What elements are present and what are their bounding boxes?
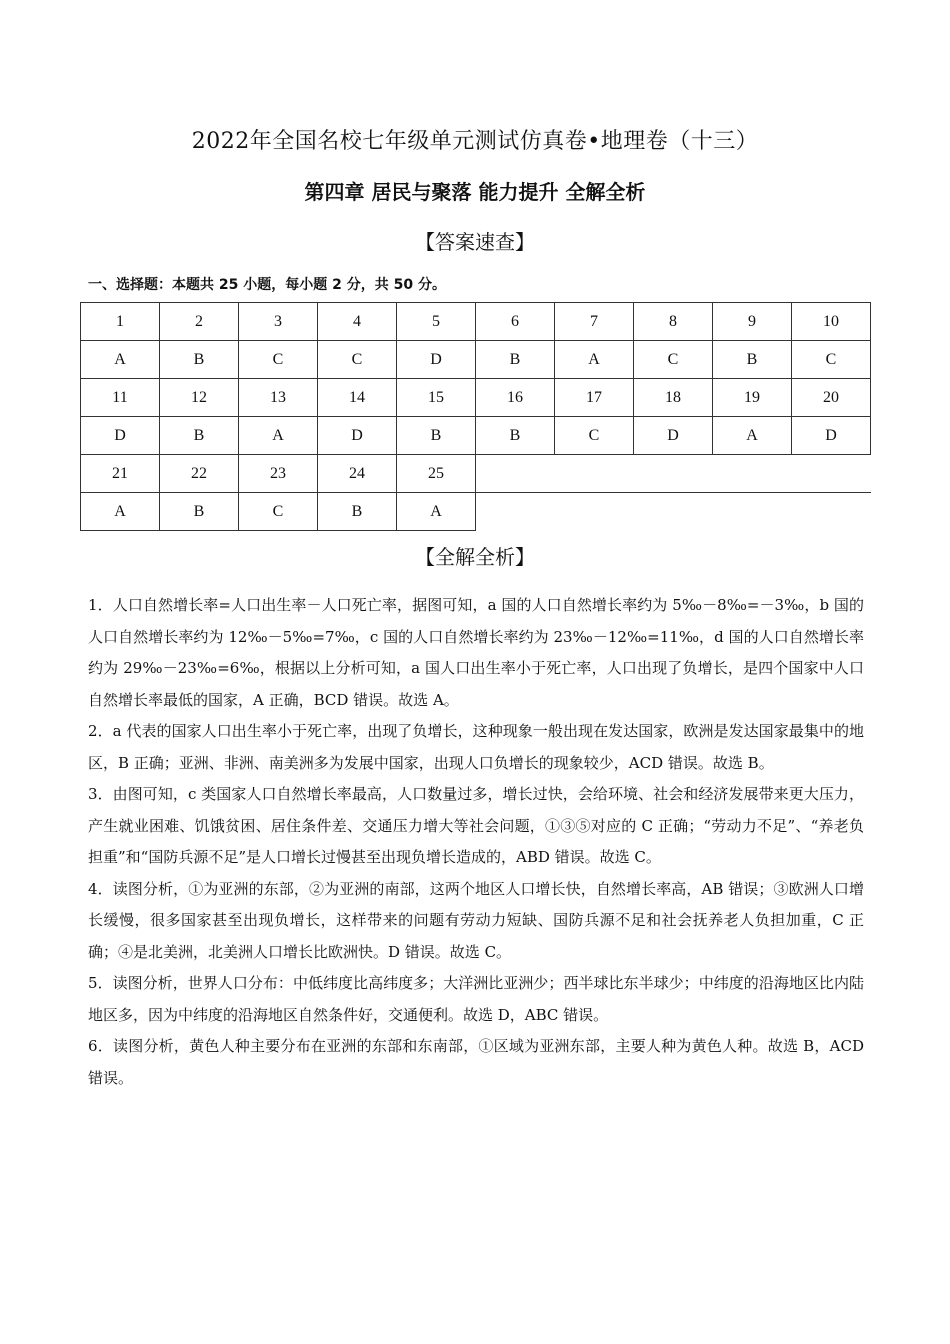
- answer-cell: C: [318, 341, 397, 379]
- explanation-item: 3．由图可知，c 类国家人口自然增长率最高，人口数量过多，增长过快，会给环境、社会和经济发展带来更大压力，产生就业困难、饥饿贫困、居住条件差、交通压力增大等社会问题，①③⑤对应的 C 正确；“劳动力不足”、“养老负担重”和“国防兵源不足”是人口增长过慢甚至出现负增长造成的，ABD 错误。故选 C。: [88, 785, 864, 866]
- question-number-cell: 7: [555, 303, 634, 341]
- empty-cell: [713, 493, 792, 531]
- question-number-cell: 25: [397, 455, 476, 493]
- empty-cell: [713, 455, 792, 493]
- answer-cell: C: [239, 341, 318, 379]
- answer-cell: A: [81, 493, 160, 531]
- answer-cell: A: [397, 493, 476, 531]
- answer-cell: B: [476, 341, 555, 379]
- question-number-cell: 23: [239, 455, 318, 493]
- section-heading: 一、选择题：本题共 25 小题，每小题 2 分，共 50 分。: [88, 277, 446, 293]
- answer-row: [81, 341, 871, 379]
- answer-cell: A: [713, 417, 792, 455]
- question-number-cell: 1: [81, 303, 160, 341]
- question-number-cell: 3: [239, 303, 318, 341]
- answer-cell: B: [476, 417, 555, 455]
- answer-cell: C: [792, 341, 871, 379]
- question-number-cell: 22: [160, 455, 239, 493]
- answer-cell: C: [634, 341, 713, 379]
- explanation-list: [88, 590, 864, 1094]
- explanation-item: 6．读图分析，黄色人种主要分布在亚洲的东部和东南部，①区域为亚洲东部，主要人种为黄色人种。故选 B，ACD 错误。: [88, 1037, 864, 1087]
- question-number-row: [81, 379, 871, 417]
- empty-cell: [634, 493, 713, 531]
- answer-cell: B: [160, 493, 239, 531]
- answer-cell: B: [160, 417, 239, 455]
- question-number-cell: 8: [634, 303, 713, 341]
- answer-cell: B: [397, 417, 476, 455]
- explanation-item: 1．人口自然增长率=人口出生率－人口死亡率，据图可知，a 国的人口自然增长率约为 5‰－8‰=－3‰，b 国的人口自然增长率约为 12‰－5‰=7‰，c 国的人口自然增长率约为 23‰－12‰=11‰，d 国的人口自然增长率约为 29‰－23‰=6‰，根据以上分析可知，a 国人口出生率小于死亡率，人口出现了负增长，是四个国家中人口自然增长率最低的国家，A 正确，BCD 错误。故选 A。: [88, 596, 864, 709]
- question-number-cell: 12: [160, 379, 239, 417]
- answer-cell: C: [239, 493, 318, 531]
- explanation-item: 2．a 代表的国家人口出生率小于死亡率，出现了负增长，这种现象一般出现在发达国家，欧洲是发达国家最集中的地区，B 正确；亚洲、非洲、南美洲多为发展中国家，出现人口负增长的现象较少，ACD 错误。故选 B。: [88, 722, 864, 772]
- question-number-cell: 9: [713, 303, 792, 341]
- full-analysis-heading: 【全解全析】: [415, 545, 535, 569]
- answer-cell: A: [555, 341, 634, 379]
- explanation-item: 5．读图分析，世界人口分布：中低纬度比高纬度多；大洋洲比亚洲少；西半球比东半球少；中纬度的沿海地区比内陆地区多，因为中纬度的沿海地区自然条件好，交通便利。故选 D，ABC 错误。: [88, 974, 864, 1024]
- empty-cell: [476, 493, 555, 531]
- question-number-cell: 4: [318, 303, 397, 341]
- answer-row: [81, 493, 871, 531]
- empty-cell: [792, 455, 871, 493]
- question-number-cell: 10: [792, 303, 871, 341]
- answer-cell: D: [792, 417, 871, 455]
- question-number-cell: 21: [81, 455, 160, 493]
- question-number-cell: 14: [318, 379, 397, 417]
- empty-cell: [476, 455, 555, 493]
- question-number-cell: 11: [81, 379, 160, 417]
- answer-cell: D: [318, 417, 397, 455]
- document-title: 2022年全国名校七年级单元测试仿真卷•地理卷（十三）: [191, 129, 759, 154]
- answer-row: [81, 417, 871, 455]
- answer-cell: B: [713, 341, 792, 379]
- empty-cell: [634, 455, 713, 493]
- empty-cell: [555, 455, 634, 493]
- question-number-cell: 15: [397, 379, 476, 417]
- question-number-cell: 18: [634, 379, 713, 417]
- answer-cell: D: [397, 341, 476, 379]
- explanation-item: 4．读图分析，①为亚洲的东部，②为亚洲的南部，这两个地区人口增长快，自然增长率高，AB 错误；③欧洲人口增长缓慢，很多国家甚至出现负增长，这样带来的问题有劳动力短缺、国防兵源不足和社会抚养老人负担加重，C 正确；④是北美洲，北美洲人口增长比欧洲快。D 错误。故选 C。: [88, 879, 864, 961]
- question-number-cell: 24: [318, 455, 397, 493]
- question-number-cell: 19: [713, 379, 792, 417]
- empty-cell: [792, 493, 871, 531]
- question-number-cell: 20: [792, 379, 871, 417]
- answer-table: [80, 302, 871, 531]
- question-number-cell: 2: [160, 303, 239, 341]
- answer-cell: D: [81, 417, 160, 455]
- question-number-cell: 5: [397, 303, 476, 341]
- answer-cell: A: [239, 417, 318, 455]
- answer-cell: B: [318, 493, 397, 531]
- answer-quick-heading: 【答案速查】: [415, 230, 535, 254]
- document-subtitle: 第四章 居民与聚落 能力提升 全解全析: [304, 180, 646, 204]
- answer-cell: D: [634, 417, 713, 455]
- answer-cell: A: [81, 341, 160, 379]
- question-number-cell: 13: [239, 379, 318, 417]
- empty-cell: [555, 493, 634, 531]
- question-number-cell: 16: [476, 379, 555, 417]
- question-number-row: [81, 303, 871, 341]
- question-number-cell: 17: [555, 379, 634, 417]
- question-number-row: [81, 455, 871, 493]
- answer-cell: C: [555, 417, 634, 455]
- answer-cell: B: [160, 341, 239, 379]
- question-number-cell: 6: [476, 303, 555, 341]
